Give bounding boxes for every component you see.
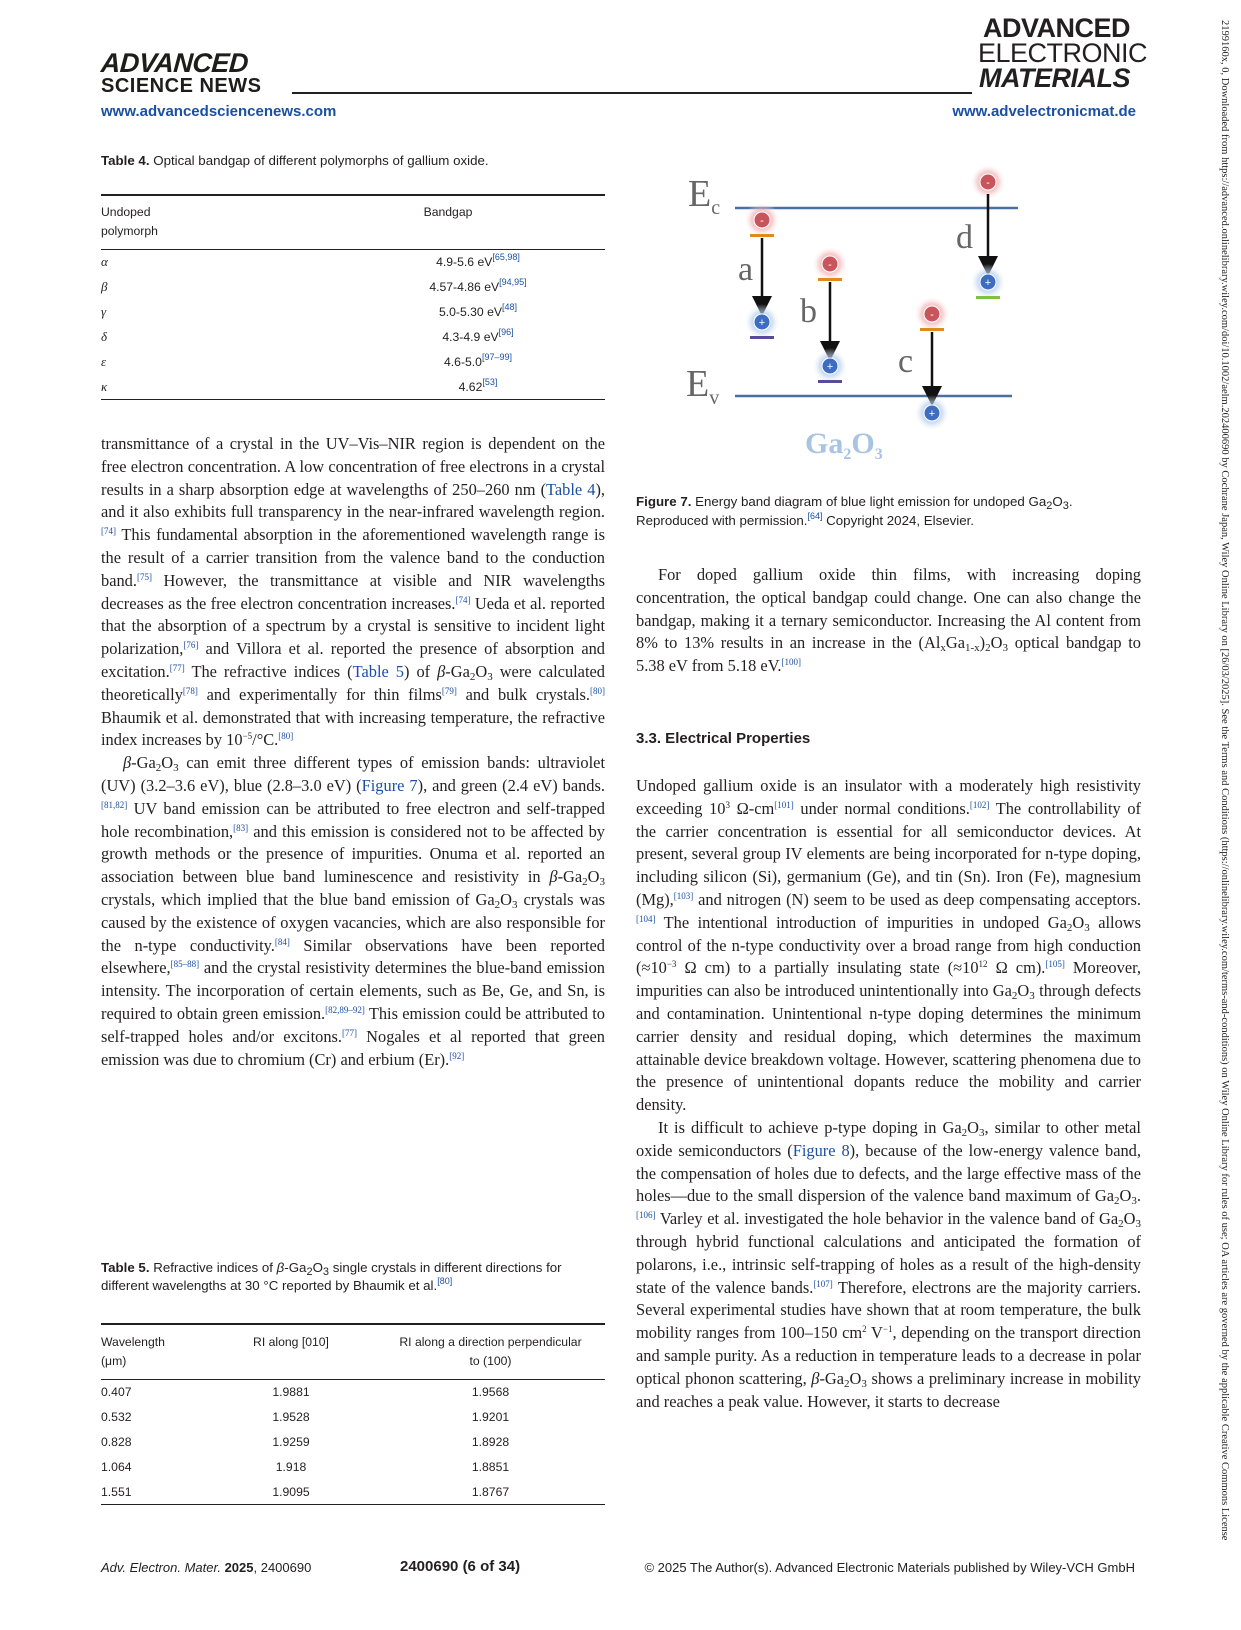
footer-year: 2025 [224,1560,254,1575]
table4-cell-polymorph: β [101,279,108,294]
figure7-caption-o: O [1052,494,1063,509]
left-paragraph-2: $\beta-Ga_2O_3$ can emit three different types of emission bands: ultraviolet (UV) (3.2–3.6 eV), blue (2.8–3.0 eV) (Figure 7), and green (2.4 eV) bands.[81,82] UV band emission can be attributed to free electron and self-trapped hole recombination,[83] and this emission is considered not to be affected by growth methods or the presence of impurities. Onuma et al. reported an association between blue band luminescence and resistivity in $\beta-Ga_2O_3$ crystals, which implied that the blue band emission of $Ga_2O_3$ crystals was caused by the existence of oxygen vacancies, which are also responsible for the n-type conductivity.[84] Similar observations have been reported elsewhere,[85–88] and the crystal resistivity determines the blue-band emission intensity. The incorporation of certain elements, such as Be, Ge, and Sn, is required to obtain green emission.[82,89–92] This emission could be attributed to self-trapped holes and/or excitons.[77] Nogales et al reported that green emission was due to chromium (Cr) and erbium (Er).[92] [101,753,605,1069]
table5-cell-riperp: 1.9201 [471,1410,510,1424]
table4-cell-ref[interactable]: [48] [502,302,518,312]
table4-cell-bandgap [351,300,605,325]
figure7-caption-sub2: 3 [1062,500,1069,512]
footer-page-number: 2400690 (6 of 34) [400,1558,521,1575]
hole-a-sign: + [758,317,766,329]
logo-right-line2: ELECTRONIC [978,37,1148,68]
table5-header-riperp-l1: RI along a direction perpendicular [399,1335,582,1349]
right-paragraph-3: It is difficult to achieve p-type doping in $Ga_2O_3$, similar to other metal oxide semiconductors (Figure 8), because of the low-energy valence band, the compensation of holes due to defects, and the large effective mass of the holes—due to the small dispersion of the valence band maximum of $Ga_2O_3.[106]$ Varley et al. investigated the hole behavior in the valence band of $Ga_2O_3$ through hybrid functional calculations and anticipated the formation of polarons, i.e., intrinsic self-trapping of holes as a result of the high-density state of the valence bands.[107] Therefore, electrons are the majority carriers. Several experimental studies have shown that at room temperature, the bulk mobility ranges from 100–150 $cm^2$ $V^{-1}$, depending on the transport direction and sample purity. As a reduction in temperature leads to a decrease in polar optical phonon scattering, $\beta-Ga_2O_3$ shows a preliminary increase in mobility and reaches a peak value. However, it starts to decrease [636,1117,1141,1411]
table5-header-riperp [376,1324,605,1380]
logo-left-line2: SCIENCE NEWS [101,75,262,97]
table4-cell-polymorph: κ [101,378,108,394]
level-a-bottom [750,336,774,339]
table4-row [101,325,605,350]
transition-d-label: d [956,219,973,256]
table5-cell-riperp: 1.8928 [471,1435,510,1449]
level-d-bottom [976,296,1000,299]
table5-cell-riperp: 1.9568 [471,1385,510,1400]
table5-header-riperp-l2: to (100) [469,1354,512,1368]
table4-cell-ref[interactable]: [96] [498,327,514,337]
table5-row [101,1405,605,1430]
advanced-electronic-materials-logo [978,13,1148,93]
table5-cell-wavelength: 0.828 [101,1435,132,1449]
table5-cell-wavelength: 0.532 [101,1410,132,1424]
figure7-link[interactable]: Figure 7 [361,775,418,795]
table4-cell-bandgap-value: 4.6-5.0 [444,355,482,369]
figure7-caption [636,492,1141,530]
table5-cell-wavelength: 1.551 [101,1484,132,1499]
transition-b-label: b [800,293,817,330]
table5-caption-d: 2 [306,1266,313,1278]
table4-cell-polymorph: γ [101,304,107,319]
table4-cell-polymorph: ε [101,354,107,369]
table4-caption [101,152,489,170]
table4-cell-ref[interactable]: [65,98] [492,252,520,263]
hole-c-sign: + [928,408,936,420]
table5-cell-ri010: 1.918 [275,1460,307,1474]
electron-d-sign: - [986,177,990,189]
table4-caption-label: Table 4. [101,153,150,168]
table4-cell-ref[interactable]: [53] [482,376,498,387]
table5-header-wavelength-l2: (μm) [101,1354,127,1368]
table5-cell-ri010: 1.9528 [272,1410,310,1424]
figure7-caption-text2: . Reproduced with permission. [636,494,1073,528]
table5-row [101,1455,605,1480]
table4-caption-text: Optical bandgap of different polymorphs of gallium oxide. [149,153,489,168]
table4-row [101,275,605,300]
table5-cell-wavelength: 0.407 [101,1385,132,1400]
table5-caption [101,1259,605,1295]
header-rule [292,92,972,94]
footer-article: , 2400690 [253,1560,312,1575]
level-c-top [920,328,944,331]
figure8-link[interactable]: Figure 8 [792,1140,850,1160]
table4-cell-bandgap-value: 4.3-4.9 eV [442,330,499,344]
transition-a-label: a [738,251,754,288]
ga2o3-label: $Ga_2O_3$ [805,427,883,463]
table5-cell-riperp: 1.8851 [471,1460,510,1474]
table5-row [101,1380,605,1405]
table5-header-wavelength [101,1324,206,1380]
band-diagram [686,168,1080,490]
footer-journal: Adv. Electron. Mater. [101,1560,221,1575]
ev-label: $E_v$ [686,363,720,409]
table4-header-bandgap: Bandgap [423,205,473,219]
level-a-top [750,234,774,237]
right-paragraph-1: For doped gallium oxide thin films, with increasing doping concentration, the optical bandgap could change. One can also change the bandgap, making it a ternary semiconductor. Increasing the Al content from 8% to 13% results in an increase in the $(Al_xGa_{1-x})_2O_3$ optical bandgap to 5.38 eV from 5.18 eV.[100] [636,565,1141,676]
table5-cell-ri010: 1.9095 [272,1484,310,1499]
logo-right-line3: MATERIALS [979,62,1130,93]
table4-cell-bandgap-value: 5.0-5.30 eV [438,305,502,319]
figure7-caption-ref[interactable]: [64] [807,511,823,521]
right-column-top [636,564,1141,678]
table5-caption-ref[interactable]: [80] [437,1276,453,1286]
transition-c-label: c [898,343,914,380]
table4-cell-bandgap [351,375,605,400]
electron-c-sign: - [930,309,934,321]
figure7-caption-sub1: 2 [1046,500,1053,512]
table5-caption-b: β [276,1260,285,1275]
table4-cell-polymorph: α [101,254,108,270]
table4-cell-bandgap [351,350,605,375]
table4-cell-bandgap-value: 4.9-5.6 eV [436,255,493,270]
journal-site-link[interactable]: www.advancedsciencenews.com [101,103,337,120]
figure7 [686,168,1080,490]
right-paragraph-2: Undoped gallium oxide is an insulator with a moderately high resistivity exceeding $10^3$ Ω-cm[101] under normal conditions.[102] The controllability of the carrier concentration is essential for all semiconductor devices. At present, several group IV elements are being incorporated for n-type doping, including silicon (Si), germanium (Ge), and tin (Sn). Iron (Fe), magnesium (Mg),[103] and nitrogen (N) seem to be used as deep compensating acceptors.[104] The intentional introduction of impurities in undoped $Ga_2O_3$ allows control of the n-type conductivity over a broad range from high conduction ($\approx 10^{-3}$ Ω cm) to a partially insulating state ($\approx 10^{12}$ Ω cm).[105] Moreover, impurities can also be introduced unintentionally into $Ga_2O_3$ through defects and contamination. Unintentional n-type doping determines the minimum carrier density and residual doping, which determines the maximum attainable device breakdown voltage. However, scattering phenomena due to the presence of unintentional dopants reduce the mobility and carrier density. [636,776,1141,1115]
hole-d-sign: + [984,277,992,289]
table4-cell-bandgap [351,275,605,300]
publisher-site-link[interactable]: www.advelectronicmat.de [952,103,1136,120]
table4-link[interactable]: Table 4 [546,479,596,499]
left-column [101,433,605,1071]
table5-header-row [101,1324,605,1380]
section-heading-electrical-properties: 3.3. Electrical Properties [636,730,811,747]
left-paragraph-1: transmittance of a crystal in the UV–Vis–NIR region is dependent on the free electron concentration. A low concentration of free electrons in a crystal results in a sharp absorption edge at wavelengths of 250–260 nm (Table 4), and it also exhibits full transparency in the near-infrared wavelength region.[74] This fundamental absorption in the aforementioned wavelength range is the result of a carrier transition from the valence band to the conduction band.[75] However, the transmittance at visible and NIR wavelengths decreases as the free electron concentration increases.[74] Ueda et al. reported that the absorption of a spectrum by a crystal is sensitive to incident light polarization,[76] and Villora et al. reported the presence of absorption and excitation.[77] The refractive indices (Table 5) of $\beta-Ga_2O_3$ were calculated theoretically[78] and experimentally for thin films[79] and bulk crystals.[80] Bhaumik et al. demonstrated that with increasing temperature, the refractive index increases by $10^{-5}/^\circ C.[80]$ [101,434,606,750]
table4-row [101,375,605,400]
table4-header-polymorph-l2: polymorph [101,224,158,238]
logo-left-line1: ADVANCED [99,48,250,78]
table5 [101,1323,605,1505]
hole-b-sign: + [826,361,834,373]
figure7-caption-label: Figure 7. [636,494,692,509]
table4-row [101,300,605,325]
table5-cell-wavelength: 1.064 [101,1460,132,1474]
advanced-science-news-logo [101,50,291,96]
table4 [101,194,605,400]
table4-row [101,250,605,275]
table5-header-wavelength-l1: Wavelength [101,1335,165,1349]
side-download-notice: 2199160x, 0, Downloaded from https://advanced.onlinelibrary.wiley.com/doi/10.1002/aelm.202400690 by Cochrane Japan, Wiley Online Library on [26/03/2025]. See the Terms and Conditions (https://onlinelibrary.wiley.com/terms-and-conditions) on Wiley Online Library for rules of use; OA articles are governed by the applicable Creative Commons License [1219,20,1230,1541]
right-column-bottom [636,775,1141,1413]
table5-caption-g: single crystals in different directions for different wavelengths at 30 °C reported by Bhaumik et al. [101,1260,562,1293]
table5-link[interactable]: Table 5 [352,661,404,681]
table5-caption-e: O [312,1260,323,1275]
table4-cell-bandgap [351,325,605,350]
logo-right-line1: ADVANCED [982,13,1130,43]
table5-caption-label: Table 5. [101,1260,150,1275]
ec-label: $E_c$ [688,173,721,219]
table5-caption-f: 3 [322,1266,330,1278]
table4-header-row [101,195,605,250]
table4-row [101,350,605,375]
table5-row [101,1480,605,1505]
table5-cell-ri010: 1.9881 [272,1385,310,1400]
table4-cell-ref[interactable]: [94,95] [499,277,527,287]
table5-header-ri010: RI along [010] [253,1335,329,1349]
figure7-caption-text3: Copyright 2024, Elsevier. [822,513,975,528]
electron-b-sign: - [828,259,832,271]
figure7-caption-text: Energy band diagram of blue light emission for undoped Ga [691,494,1047,509]
table4-cell-bandgap-value: 4.57-4.86 eV [429,280,500,294]
table5-row [101,1430,605,1455]
table5-caption-c: -Ga [284,1260,307,1275]
table5-cell-riperp: 1.8767 [471,1484,510,1499]
level-b-bottom [818,380,842,383]
footer-citation [101,1560,311,1575]
electron-a-sign: - [760,215,764,227]
level-b-top [818,278,842,281]
footer-copyright: © 2025 The Author(s). Advanced Electronic Materials published by Wiley-VCH GmbH [644,1560,1135,1575]
table4-cell-bandgap [351,250,605,275]
table4-header-polymorph [101,195,351,250]
table4-cell-ref[interactable]: [97–99] [481,352,512,362]
table4-cell-polymorph: δ [101,329,108,344]
table4-header-polymorph-l1: Undoped [101,205,151,219]
table4-cell-bandgap-value: 4.62 [458,379,483,394]
table5-cell-ri010: 1.9259 [272,1435,310,1449]
table5-caption-a: Refractive indices of [149,1260,277,1275]
